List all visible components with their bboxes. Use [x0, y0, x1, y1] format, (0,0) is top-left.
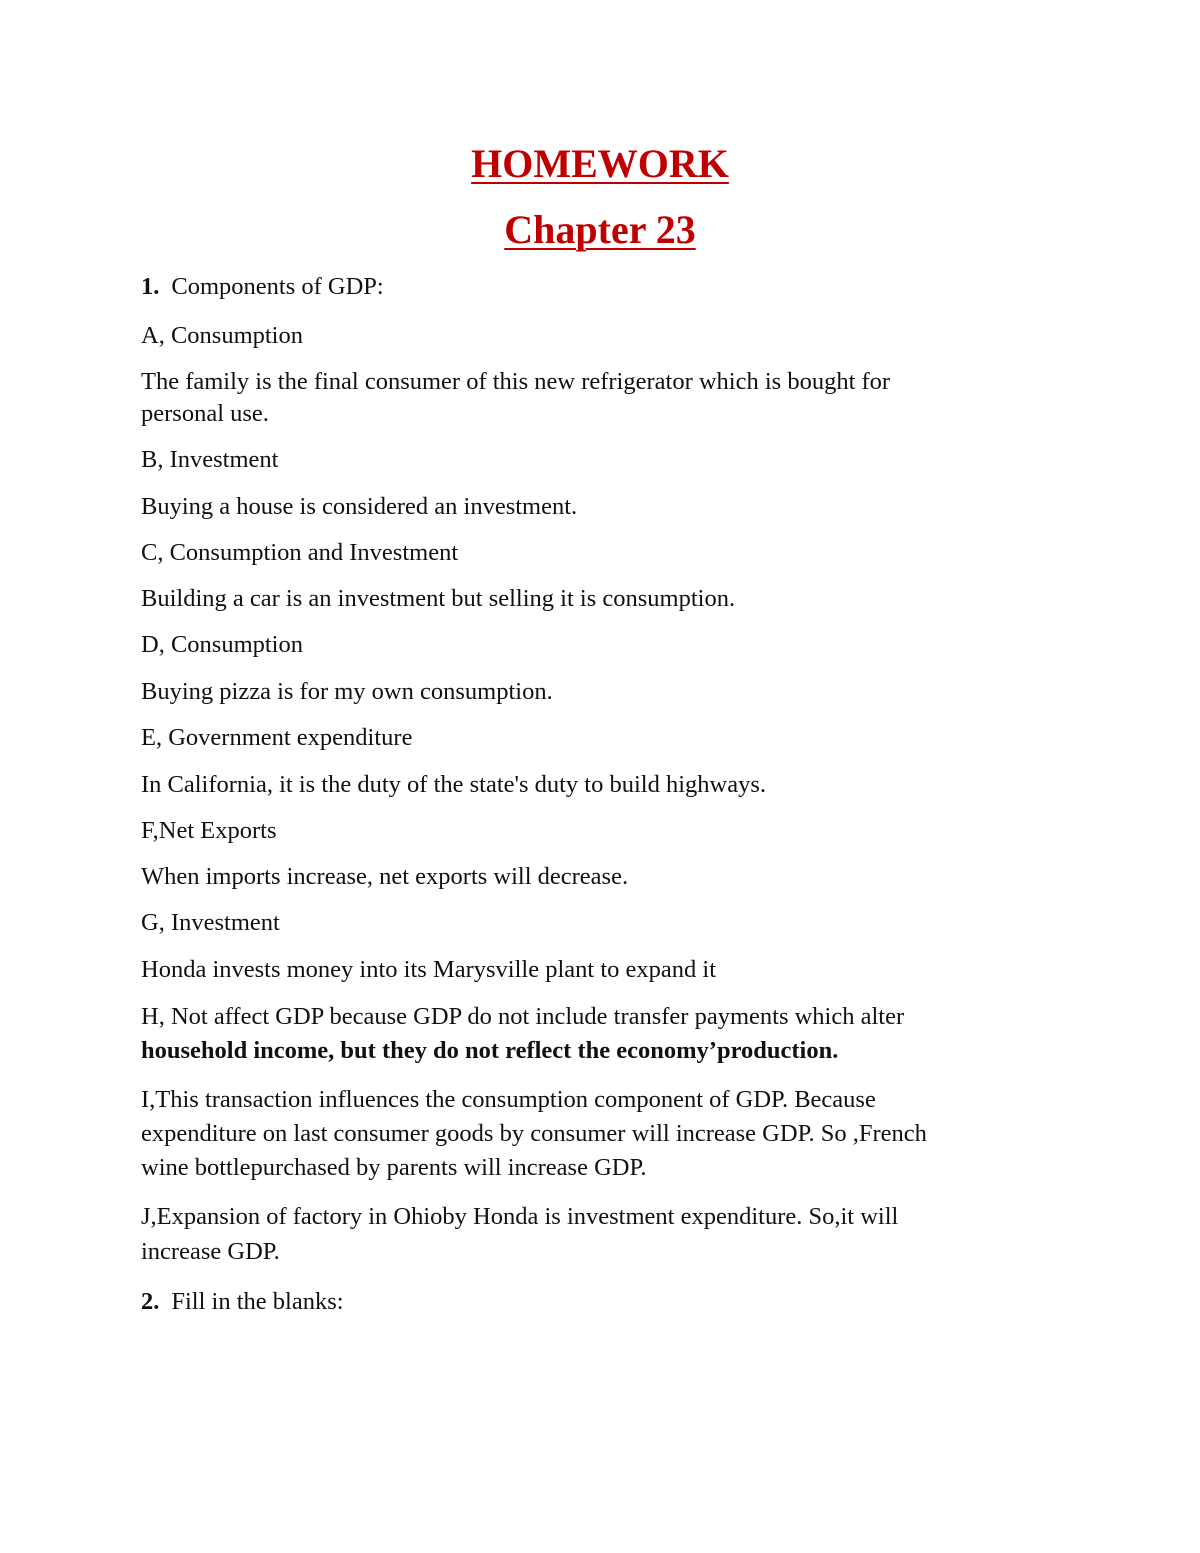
answer-h-text-line-1: H, Not affect GDP because GDP do not include transfer payments which alter [141, 1003, 905, 1030]
answer-j-text-line-2: increase GDP. [141, 1238, 280, 1265]
chapter-heading: Chapter 23 [504, 207, 696, 252]
question-1-number: 1. [141, 273, 160, 300]
answer-a-text-line-1: The family is the final consumer of this new refrigerator which is bought for [141, 368, 891, 395]
answer-b-label: B, Investment [141, 446, 279, 473]
answer-i-text-line-3: wine bottlepurchased by parents will increase GDP. [141, 1154, 647, 1181]
answer-d-text: Buying pizza is for my own consumption. [141, 678, 553, 705]
answer-d-label: D, Consumption [141, 631, 303, 658]
question-1-text: Components of GDP: [171, 273, 384, 300]
answer-g-text: Honda invests money into its Marysville plant to expand it [141, 956, 716, 983]
answer-f-label: F,Net Exports [141, 817, 277, 844]
question-2-text: Fill in the blanks: [171, 1288, 344, 1315]
answer-e-label: E, Government expenditure [141, 724, 413, 751]
answer-c-text: Building a car is an investment but selling it is consumption. [141, 585, 736, 612]
answer-j-text-line-1: J,Expansion of factory in Ohioby Honda is investment expenditure. So,it will [141, 1203, 899, 1230]
answer-b-text: Buying a house is considered an investment. [141, 493, 578, 520]
question-2 [141, 1285, 1041, 1319]
document-title: HOMEWORK [471, 141, 729, 186]
answer-e-text: In California, it is the duty of the state's duty to build highways. [141, 771, 767, 798]
answer-i-text-line-1: I,This transaction influences the consumption component of GDP. Because [141, 1086, 876, 1113]
question-1 [141, 270, 1041, 304]
answer-g-label: G, Investment [141, 909, 280, 936]
answer-h-text-line-2: household income, but they do not reflect the economy’production. [141, 1037, 839, 1064]
answer-a-text-line-2: personal use. [141, 400, 269, 427]
answer-a-label: A, Consumption [141, 322, 303, 349]
answer-c-label: C, Consumption and Investment [141, 539, 459, 566]
answer-f-text: When imports increase, net exports will decrease. [141, 863, 629, 890]
answer-i-text-line-2: expenditure on last consumer goods by consumer will increase GDP. So ,French [141, 1120, 927, 1147]
question-2-number: 2. [141, 1288, 160, 1315]
